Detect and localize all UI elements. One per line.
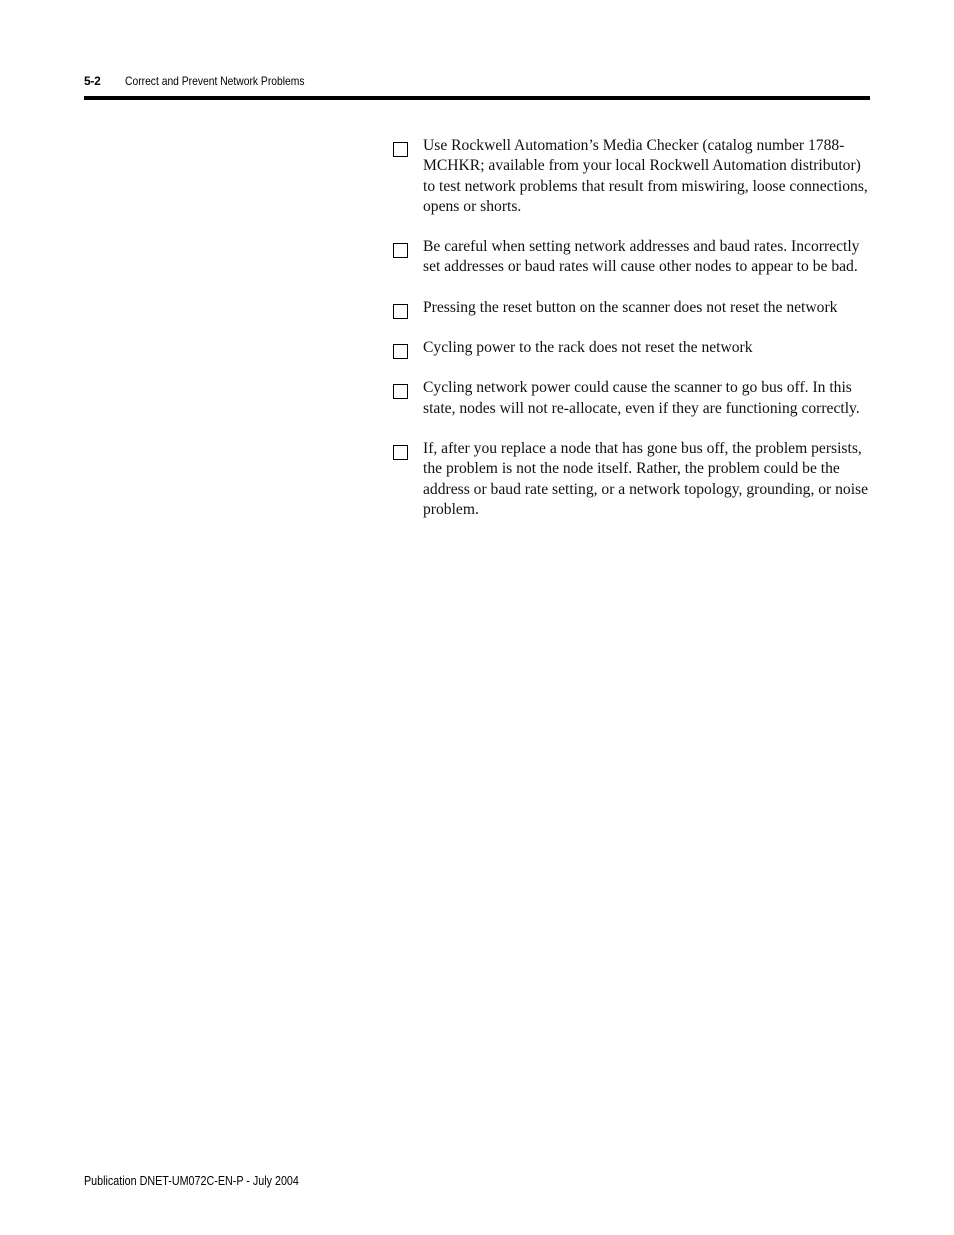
checkbox[interactable]	[393, 243, 408, 258]
checklist-item-text: Pressing the reset button on the scanner does not reset the network	[423, 298, 838, 316]
checkbox[interactable]	[393, 344, 408, 359]
chapter-title: Correct and Prevent Network Problems	[125, 74, 305, 88]
publication-footer: Publication DNET-UM072C-EN-P - July 2004	[84, 1174, 299, 1188]
header-rule	[84, 96, 870, 100]
page-header	[84, 72, 870, 92]
checklist-item	[393, 378, 873, 419]
checklist-item	[393, 338, 873, 358]
checkbox[interactable]	[393, 384, 408, 399]
checklist-item-text: Use Rockwell Automation’s Media Checker (catalog number 1788-MCHKR; available from your local Rockwell Automation distributor) to test network problems that result from miswiring, loose connections, opens or shorts.	[423, 137, 868, 215]
checklist-item	[393, 439, 873, 520]
checkbox[interactable]	[393, 445, 408, 460]
checklist-item-text: If, after you replace a node that has gone bus off, the problem persists, the problem is not the node itself. Rather, the problem could be the address or baud rate setting, or a network topology, grounding, or noise problem.	[423, 439, 869, 518]
checkbox[interactable]	[393, 304, 408, 319]
checklist-item-text: Be careful when setting network addresses and baud rates. Incorrectly set addresses or baud rates will cause other nodes to appear to be bad.	[423, 238, 860, 276]
checklist-item	[393, 136, 873, 217]
page-number: 5-2	[84, 74, 101, 88]
checklist-item-text: Cycling power to the rack does not reset the network	[423, 339, 753, 357]
checkbox[interactable]	[393, 142, 408, 157]
checklist-item	[393, 298, 873, 318]
checklist-item	[393, 237, 873, 278]
checklist-item-text: Cycling network power could cause the scanner to go bus off. In this state, nodes will not re-allocate, even if they are functioning correctly.	[423, 379, 860, 417]
checklist	[393, 136, 873, 540]
